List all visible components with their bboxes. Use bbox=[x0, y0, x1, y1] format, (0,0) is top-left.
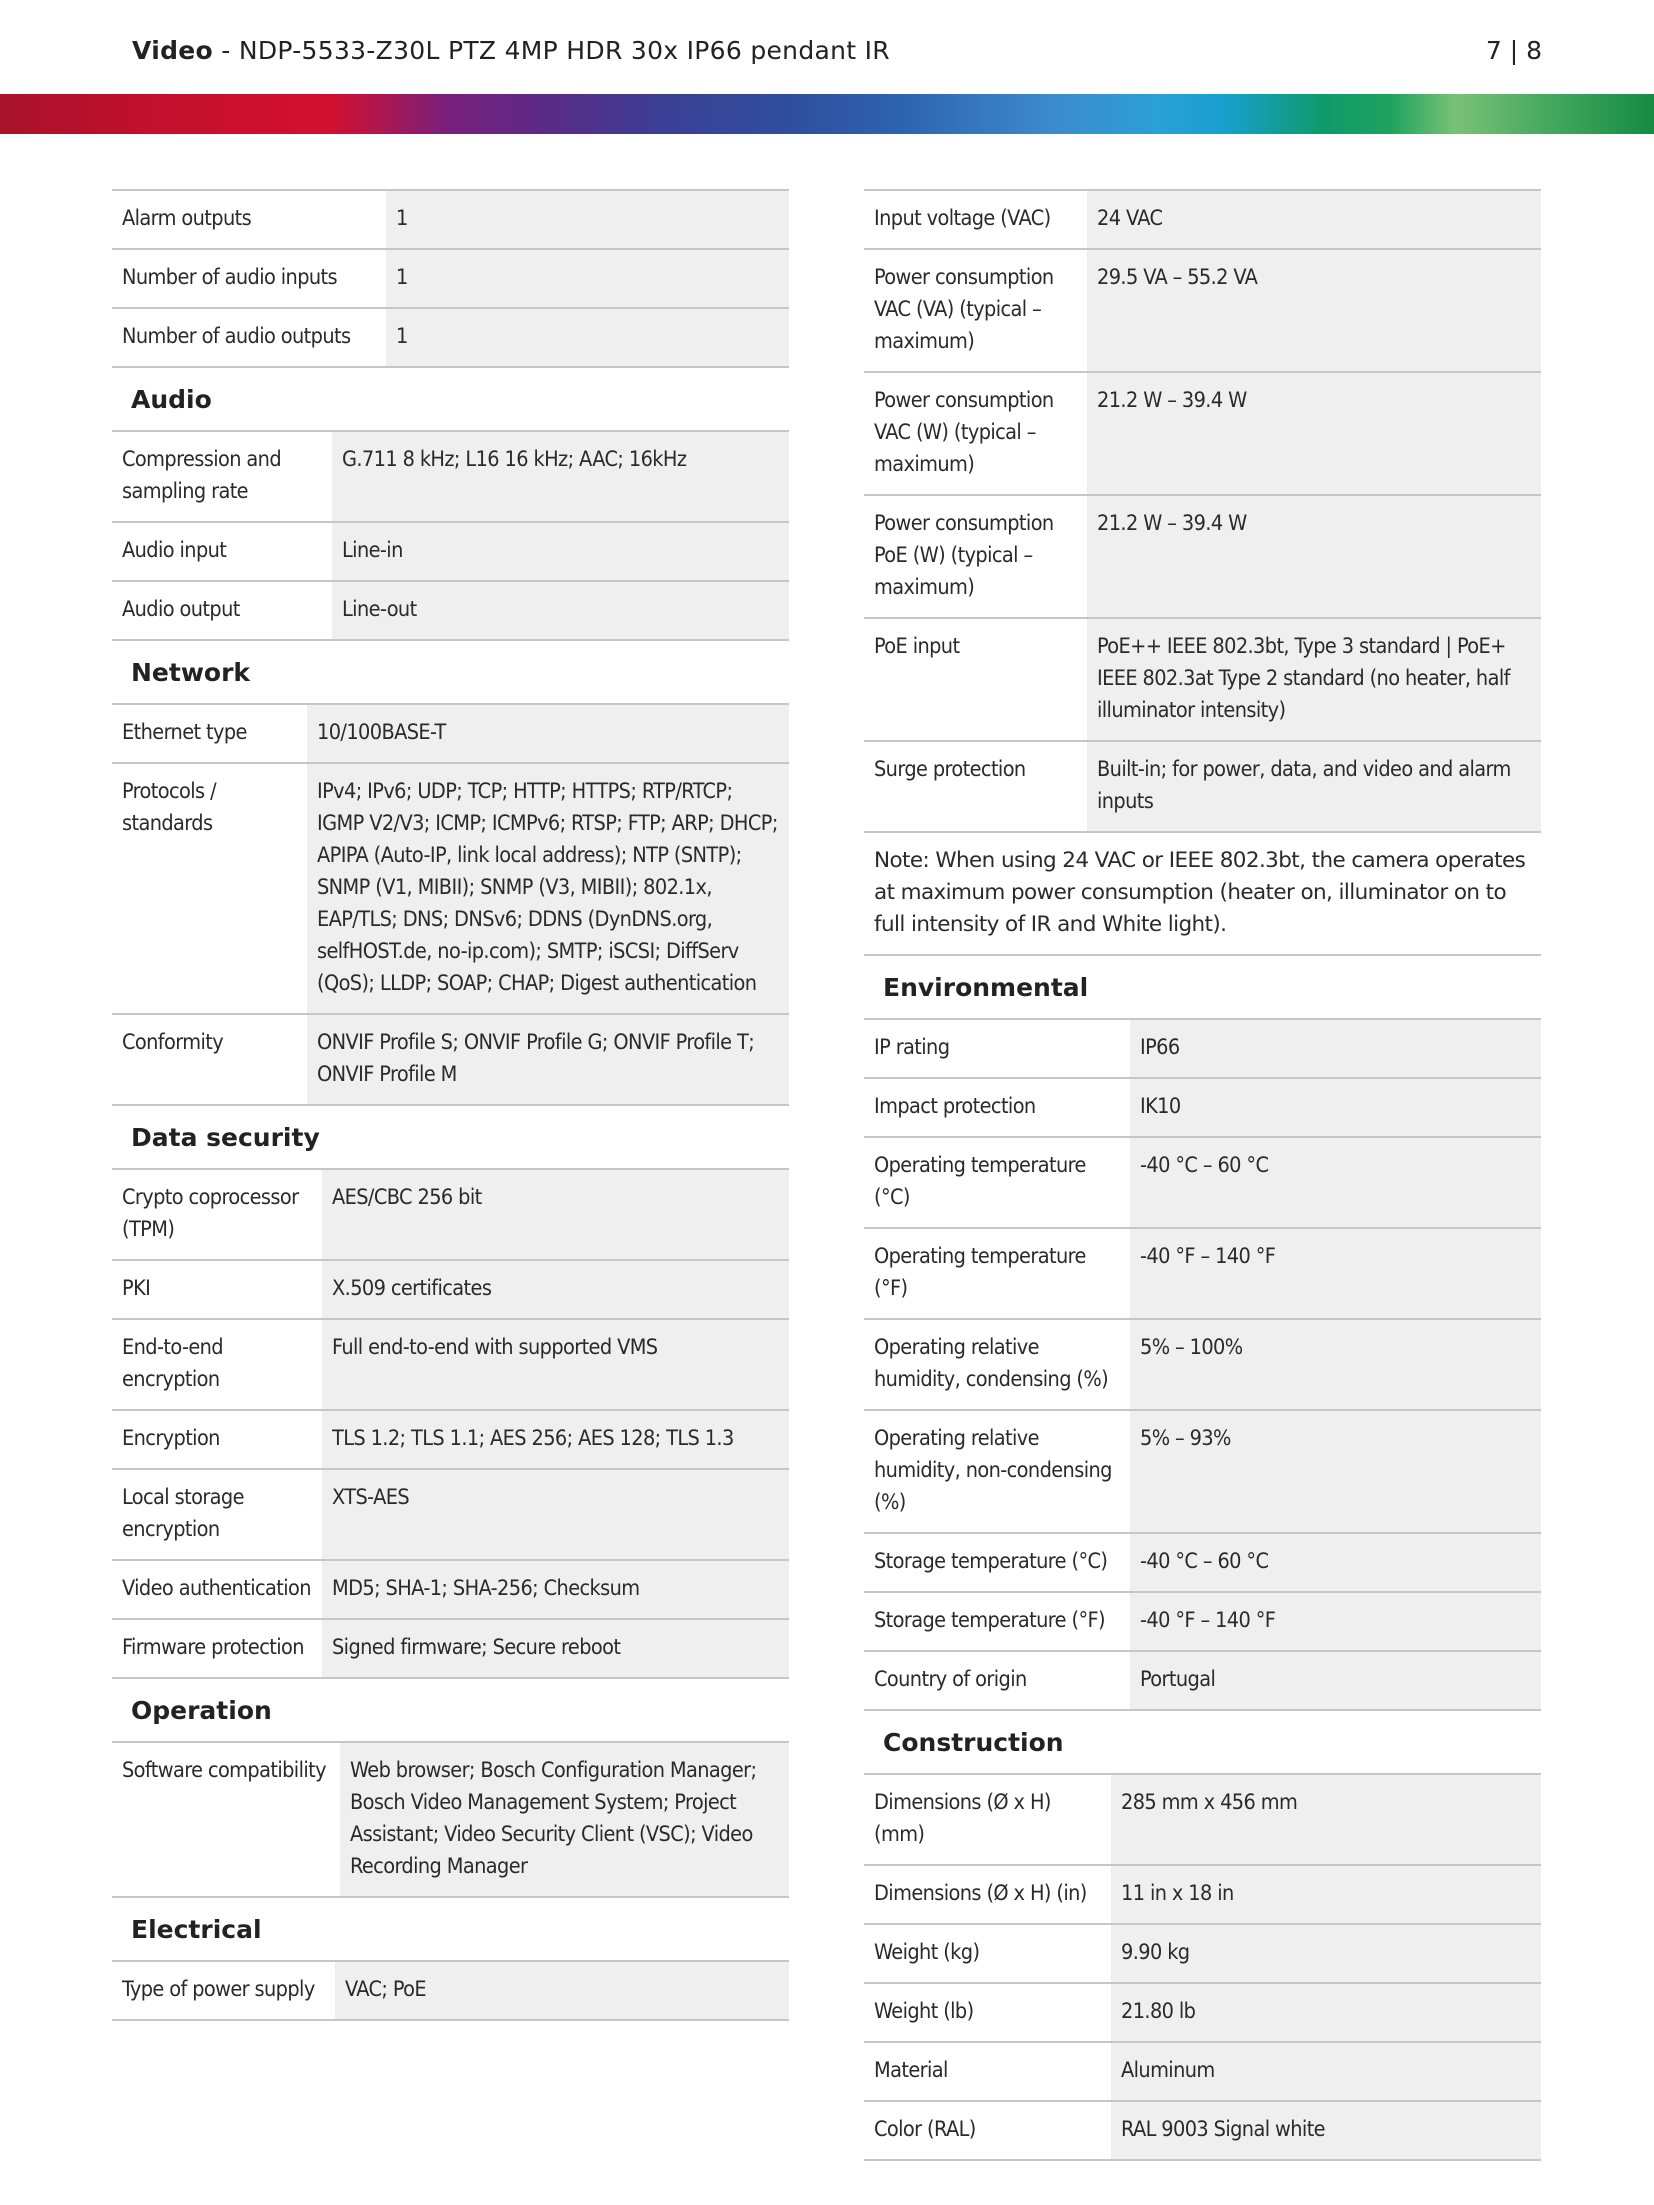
spec-row bbox=[112, 1560, 789, 1619]
construction-table bbox=[864, 1709, 1541, 2161]
spec-label: Operating temperature (°F) bbox=[864, 1228, 1130, 1319]
spec-row bbox=[864, 1410, 1541, 1533]
spec-label: Power consumption VAC (W) (typical – maximum) bbox=[864, 372, 1087, 495]
spec-label: IP rating bbox=[864, 1019, 1130, 1078]
spec-value: Line-in bbox=[332, 522, 789, 581]
page-header bbox=[0, 0, 1654, 94]
spec-label: Country of origin bbox=[864, 1651, 1130, 1709]
document-product-name: - NDP-5533-Z30L PTZ 4MP HDR 30x IP66 pendant IR bbox=[213, 36, 890, 65]
spec-value: -40 °F – 140 °F bbox=[1130, 1592, 1541, 1651]
spec-row bbox=[864, 190, 1541, 249]
section-heading: Data security bbox=[112, 1105, 789, 1169]
spec-label: Impact protection bbox=[864, 1078, 1130, 1137]
spec-label: Protocols / standards bbox=[112, 763, 307, 1014]
spec-value: MD5; SHA-1; SHA-256; Checksum bbox=[322, 1560, 789, 1619]
spec-row bbox=[112, 431, 789, 522]
electrical-table bbox=[112, 1896, 789, 2021]
note-row bbox=[864, 832, 1541, 954]
section-heading: Construction bbox=[864, 1710, 1541, 1774]
spec-row bbox=[112, 1961, 789, 2020]
spec-label: Software compatibility bbox=[112, 1742, 340, 1896]
spec-value: Aluminum bbox=[1111, 2042, 1541, 2101]
spec-value: PoE++ IEEE 802.3bt, Type 3 standard | PoE+ IEEE 802.3at Type 2 standard (no heater, half illuminator intensity) bbox=[1087, 618, 1541, 741]
spec-row bbox=[112, 308, 789, 366]
spec-label: Input voltage (VAC) bbox=[864, 190, 1087, 249]
spec-value: 1 bbox=[386, 249, 789, 308]
spec-value: IPv4; IPv6; UDP; TCP; HTTP; HTTPS; RTP/RTCP; IGMP V2/V3; ICMP; ICMPv6; RTSP; FTP; ARP; DHCP; APIPA (Auto-IP, link local address); NTP (SNTP); SNMP (V1, MIBII); SNMP (V3, MIBII); 802.1x, EAP/TLS; DNS; DNSv6; DDNS (DynDNS.org, selfHOST.de, no-ip.com); SMTP; iSCSI; DiffServ (QoS); LLDP; SOAP; CHAP; Digest authentication bbox=[307, 763, 789, 1014]
spec-value: X.509 certificates bbox=[322, 1260, 789, 1319]
spec-value: RAL 9003 Signal white bbox=[1111, 2101, 1541, 2160]
spec-value: 21.2 W – 39.4 W bbox=[1087, 372, 1541, 495]
section-heading: Environmental bbox=[864, 955, 1541, 1019]
section-heading-row bbox=[864, 955, 1541, 1019]
spec-value: Full end-to-end with supported VMS bbox=[322, 1319, 789, 1410]
spec-value: VAC; PoE bbox=[335, 1961, 789, 2020]
spec-label: Local storage encryption bbox=[112, 1469, 322, 1560]
section-heading-row bbox=[112, 640, 789, 704]
section-heading-row bbox=[112, 1897, 789, 1961]
spec-label: Material bbox=[864, 2042, 1111, 2101]
spec-row bbox=[864, 618, 1541, 741]
spec-label: Encryption bbox=[112, 1410, 322, 1469]
spec-row bbox=[112, 1319, 789, 1410]
spec-label: Video authentication bbox=[112, 1560, 322, 1619]
spec-row bbox=[864, 1319, 1541, 1410]
left-column bbox=[112, 189, 789, 2021]
spec-row bbox=[112, 1619, 789, 1677]
spec-label: Power consumption VAC (VA) (typical – maximum) bbox=[864, 249, 1087, 372]
spec-value: 5% – 93% bbox=[1130, 1410, 1541, 1533]
spec-label: Compression and sampling rate bbox=[112, 431, 332, 522]
spec-value: AES/CBC 256 bit bbox=[322, 1169, 789, 1260]
spec-row bbox=[112, 190, 789, 249]
spec-label: Surge protection bbox=[864, 741, 1087, 832]
spec-label: Weight (lb) bbox=[864, 1983, 1111, 2042]
spec-value: 9.90 kg bbox=[1111, 1924, 1541, 1983]
spec-label: Firmware protection bbox=[112, 1619, 322, 1677]
document-category: Video bbox=[132, 36, 214, 65]
spec-value: 21.2 W – 39.4 W bbox=[1087, 495, 1541, 618]
spec-value: -40 °F – 140 °F bbox=[1130, 1228, 1541, 1319]
spec-row bbox=[864, 741, 1541, 832]
section-heading-row bbox=[112, 1105, 789, 1169]
spec-label: Crypto coprocessor (TPM) bbox=[112, 1169, 322, 1260]
spec-label: Color (RAL) bbox=[864, 2101, 1111, 2160]
spec-value: ONVIF Profile S; ONVIF Profile G; ONVIF Profile T; ONVIF Profile M bbox=[307, 1014, 789, 1104]
section-heading: Operation bbox=[112, 1678, 789, 1742]
spec-row bbox=[864, 1533, 1541, 1592]
spec-value: 11 in x 18 in bbox=[1111, 1865, 1541, 1924]
audio-table bbox=[112, 366, 789, 639]
spec-row bbox=[112, 1260, 789, 1319]
spec-label: Dimensions (Ø x H) (in) bbox=[864, 1865, 1111, 1924]
section-heading: Network bbox=[112, 640, 789, 704]
spec-label: Type of power supply bbox=[112, 1961, 335, 2020]
spec-row bbox=[864, 1019, 1541, 1078]
spec-row bbox=[112, 581, 789, 639]
spec-label: Weight (kg) bbox=[864, 1924, 1111, 1983]
right-column bbox=[864, 189, 1541, 2161]
spec-value: 10/100BASE-T bbox=[307, 704, 789, 763]
section-heading: Audio bbox=[112, 367, 789, 431]
spec-row bbox=[864, 1924, 1541, 1983]
spec-row bbox=[864, 1228, 1541, 1319]
spec-row bbox=[112, 1469, 789, 1560]
spec-row bbox=[112, 1742, 789, 1896]
spec-row bbox=[112, 1169, 789, 1260]
spec-value: 1 bbox=[386, 308, 789, 366]
spec-label: Conformity bbox=[112, 1014, 307, 1104]
spec-row bbox=[112, 763, 789, 1014]
spec-value: 29.5 VA – 55.2 VA bbox=[1087, 249, 1541, 372]
spec-value: Built-in; for power, data, and video and alarm inputs bbox=[1087, 741, 1541, 832]
spec-row bbox=[864, 1592, 1541, 1651]
page-number: 7 | 8 bbox=[1485, 36, 1542, 65]
power-table bbox=[864, 189, 1541, 954]
spec-row bbox=[112, 704, 789, 763]
brand-color-band bbox=[0, 94, 1654, 134]
section-heading: Electrical bbox=[112, 1897, 789, 1961]
spec-value: 21.80 lb bbox=[1111, 1983, 1541, 2042]
spec-row bbox=[864, 1774, 1541, 1865]
network-table bbox=[112, 639, 789, 1104]
operation-table bbox=[112, 1677, 789, 1896]
spec-label: Operating temperature (°C) bbox=[864, 1137, 1130, 1228]
spec-row bbox=[112, 1410, 789, 1469]
spec-row bbox=[864, 1137, 1541, 1228]
spec-value: 24 VAC bbox=[1087, 190, 1541, 249]
section-heading-row bbox=[864, 1710, 1541, 1774]
spec-label: Storage temperature (°C) bbox=[864, 1533, 1130, 1592]
spec-row bbox=[864, 1983, 1541, 2042]
spec-value: Line-out bbox=[332, 581, 789, 639]
spec-label: Operating relative humidity, condensing (%) bbox=[864, 1319, 1130, 1410]
data-security-table bbox=[112, 1104, 789, 1677]
spec-label: End-to-end encryption bbox=[112, 1319, 322, 1410]
spec-value: 285 mm x 456 mm bbox=[1111, 1774, 1541, 1865]
section-heading-row bbox=[112, 1678, 789, 1742]
spec-label: Number of audio outputs bbox=[112, 308, 386, 366]
spec-value: IK10 bbox=[1130, 1078, 1541, 1137]
power-note: Note: When using 24 VAC or IEEE 802.3bt, the camera operates at maximum power consumption (heater on, illuminator on to full intensity of IR and White light). bbox=[864, 832, 1541, 954]
spec-value: -40 °C – 60 °C bbox=[1130, 1533, 1541, 1592]
spec-row bbox=[864, 2101, 1541, 2160]
spec-row bbox=[864, 249, 1541, 372]
spec-row bbox=[864, 1651, 1541, 1709]
section-heading-row bbox=[112, 367, 789, 431]
spec-row bbox=[112, 249, 789, 308]
spec-label: PKI bbox=[112, 1260, 322, 1319]
spec-value: Signed firmware; Secure reboot bbox=[322, 1619, 789, 1677]
spec-row bbox=[864, 1865, 1541, 1924]
spec-row bbox=[112, 522, 789, 581]
spec-value: 5% – 100% bbox=[1130, 1319, 1541, 1410]
spec-label: Ethernet type bbox=[112, 704, 307, 763]
spec-label: Operating relative humidity, non-condensing (%) bbox=[864, 1410, 1130, 1533]
spec-value: XTS-AES bbox=[322, 1469, 789, 1560]
spec-row bbox=[864, 495, 1541, 618]
spec-value: G.711 8 kHz; L16 16 kHz; AAC; 16kHz bbox=[332, 431, 789, 522]
spec-label: Audio input bbox=[112, 522, 332, 581]
spec-value: IP66 bbox=[1130, 1019, 1541, 1078]
spec-label: Storage temperature (°F) bbox=[864, 1592, 1130, 1651]
spec-label: Alarm outputs bbox=[112, 190, 386, 249]
spec-label: Power consumption PoE (W) (typical – maximum) bbox=[864, 495, 1087, 618]
spec-row bbox=[112, 1014, 789, 1104]
environmental-table bbox=[864, 954, 1541, 1709]
spec-label: Dimensions (Ø x H) (mm) bbox=[864, 1774, 1111, 1865]
spec-value: Web browser; Bosch Configuration Manager; Bosch Video Management System; Project Assistant; Video Security Client (VSC); Video Recording Manager bbox=[340, 1742, 789, 1896]
spec-value: TLS 1.2; TLS 1.1; AES 256; AES 128; TLS 1.3 bbox=[322, 1410, 789, 1469]
spec-row bbox=[864, 2042, 1541, 2101]
spec-row bbox=[864, 1078, 1541, 1137]
spec-label: Number of audio inputs bbox=[112, 249, 386, 308]
document-title bbox=[132, 36, 890, 65]
spec-value: -40 °C – 60 °C bbox=[1130, 1137, 1541, 1228]
io-table bbox=[112, 189, 789, 366]
spec-label: Audio output bbox=[112, 581, 332, 639]
spec-label: PoE input bbox=[864, 618, 1087, 741]
spec-value: Portugal bbox=[1130, 1651, 1541, 1709]
spec-value: 1 bbox=[386, 190, 789, 249]
spec-row bbox=[864, 372, 1541, 495]
